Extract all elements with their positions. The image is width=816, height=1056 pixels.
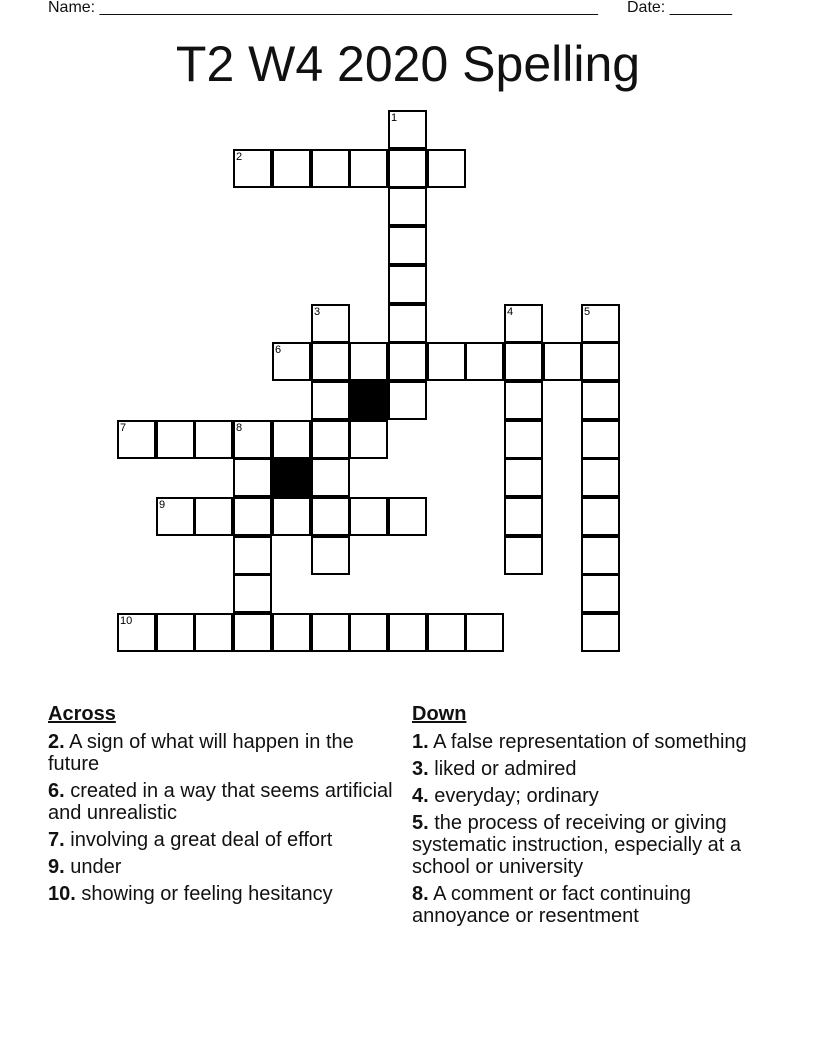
name-field-label: Name: ________________________________________________________ [48,0,598,16]
clue-number: 1. [412,731,429,753]
clue-number: 8. [412,883,429,905]
crossword-cell[interactable] [388,149,427,188]
crossword-cell[interactable] [388,497,427,536]
across-clue [48,856,398,878]
crossword-cell[interactable] [156,497,195,536]
cell-number: 3 [314,306,321,318]
crossword-cell[interactable] [388,613,427,652]
clue-text: A comment or fact continuing annoyance or resentment [412,883,692,927]
crossword-cell[interactable] [311,304,350,343]
crossword-cell[interactable] [233,149,272,188]
crossword-cell[interactable] [581,536,620,575]
crossword-cell[interactable] [311,613,350,652]
crossword-cell[interactable] [427,342,466,381]
crossword-cell[interactable] [194,497,233,536]
down-clue [412,785,782,807]
crossword-cell[interactable] [156,613,195,652]
crossword-block [272,458,311,497]
crossword-cell[interactable] [349,342,388,381]
crossword-cell[interactable] [311,497,350,536]
crossword-cell[interactable] [504,381,543,420]
across-clues [48,702,398,910]
cell-number: 6 [275,344,282,356]
crossword-cell[interactable] [233,613,272,652]
crossword-cell[interactable] [388,226,427,265]
across-clue [48,780,398,824]
crossword-cell[interactable] [581,497,620,536]
cell-number: 7 [120,422,127,434]
crossword-cell[interactable] [504,458,543,497]
crossword-cell[interactable] [156,420,195,459]
crossword-cell[interactable] [349,497,388,536]
clue-number: 4. [412,785,429,807]
crossword-cell[interactable] [465,342,504,381]
crossword-cell[interactable] [388,304,427,343]
cell-number: 1 [391,112,398,124]
clue-number: 6. [48,780,65,802]
clue-text: created in a way that seems artificial and unrealistic [48,780,393,824]
crossword-cell[interactable] [194,420,233,459]
crossword-cell[interactable] [427,149,466,188]
clue-number: 7. [48,829,65,851]
clue-text: showing or feeling hesitancy [81,883,333,905]
clue-text: the process of receiving or giving systematic instruction, especially at a school or university [412,812,742,878]
down-clue [412,883,782,927]
crossword-cell[interactable] [427,613,466,652]
crossword-cell[interactable] [388,187,427,226]
crossword-cell[interactable] [233,420,272,459]
crossword-cell[interactable] [349,613,388,652]
down-clues [412,702,782,932]
crossword-cell[interactable] [504,342,543,381]
crossword-cell[interactable] [581,458,620,497]
down-clue-list [412,731,782,927]
crossword-cell[interactable] [504,304,543,343]
crossword-cell[interactable] [543,342,582,381]
clue-text: A sign of what will happen in the future [48,731,354,775]
down-heading: Down [412,703,467,725]
across-heading: Across [48,703,116,725]
across-clue [48,829,398,851]
crossword-cell[interactable] [233,458,272,497]
crossword-block [349,381,388,420]
crossword-cell[interactable] [194,613,233,652]
across-clue [48,883,398,905]
crossword-cell[interactable] [581,381,620,420]
crossword-cell[interactable] [272,342,311,381]
clue-text: everyday; ordinary [434,785,599,807]
crossword-cell[interactable] [581,304,620,343]
cell-number: 2 [236,151,243,163]
clue-text: A false representation of something [433,731,747,753]
clue-number: 5. [412,812,429,834]
clue-number: 3. [412,758,429,780]
crossword-cell[interactable] [233,536,272,575]
crossword-cell[interactable] [311,149,350,188]
page-title: T2 W4 2020 Spelling [175,36,641,92]
crossword-cell[interactable] [311,458,350,497]
crossword-cell[interactable] [349,149,388,188]
clue-number: 10. [48,883,76,905]
crossword-cell[interactable] [465,613,504,652]
crossword-cell[interactable] [349,420,388,459]
down-clue [412,758,782,780]
crossword-cell[interactable] [233,497,272,536]
crossword-cell[interactable] [388,342,427,381]
cell-number: 9 [159,499,166,511]
crossword-cell[interactable] [388,265,427,304]
crossword-cell[interactable] [272,613,311,652]
down-clue [412,812,782,878]
crossword-cell[interactable] [581,613,620,652]
cell-number: 8 [236,422,243,434]
crossword-cell[interactable] [504,536,543,575]
crossword-cell[interactable] [117,420,156,459]
cell-number: 5 [584,306,591,318]
crossword-cell[interactable] [581,342,620,381]
cell-number: 4 [507,306,514,318]
crossword-cell[interactable] [272,420,311,459]
across-clue-list [48,731,398,905]
crossword-cell[interactable] [388,381,427,420]
crossword-cell[interactable] [311,420,350,459]
clue-text: under [70,856,122,878]
clue-text: liked or admired [434,758,577,780]
crossword-cell[interactable] [388,110,427,149]
across-clue [48,731,398,775]
crossword-cell[interactable] [504,497,543,536]
crossword-cell[interactable] [272,149,311,188]
crossword-cell[interactable] [504,420,543,459]
clue-text: involving a great deal of effort [70,829,333,851]
clue-number: 9. [48,856,65,878]
cell-number: 10 [120,615,133,627]
crossword-cell[interactable] [233,574,272,613]
date-field-label: Date: _______ [627,0,732,16]
down-clue [412,731,782,753]
crossword-cell[interactable] [581,420,620,459]
crossword-cell[interactable] [117,613,156,652]
crossword-cell[interactable] [581,574,620,613]
crossword-cell[interactable] [311,536,350,575]
crossword-cell[interactable] [272,497,311,536]
crossword-cell[interactable] [311,381,350,420]
clue-number: 2. [48,731,65,753]
crossword-cell[interactable] [311,342,350,381]
